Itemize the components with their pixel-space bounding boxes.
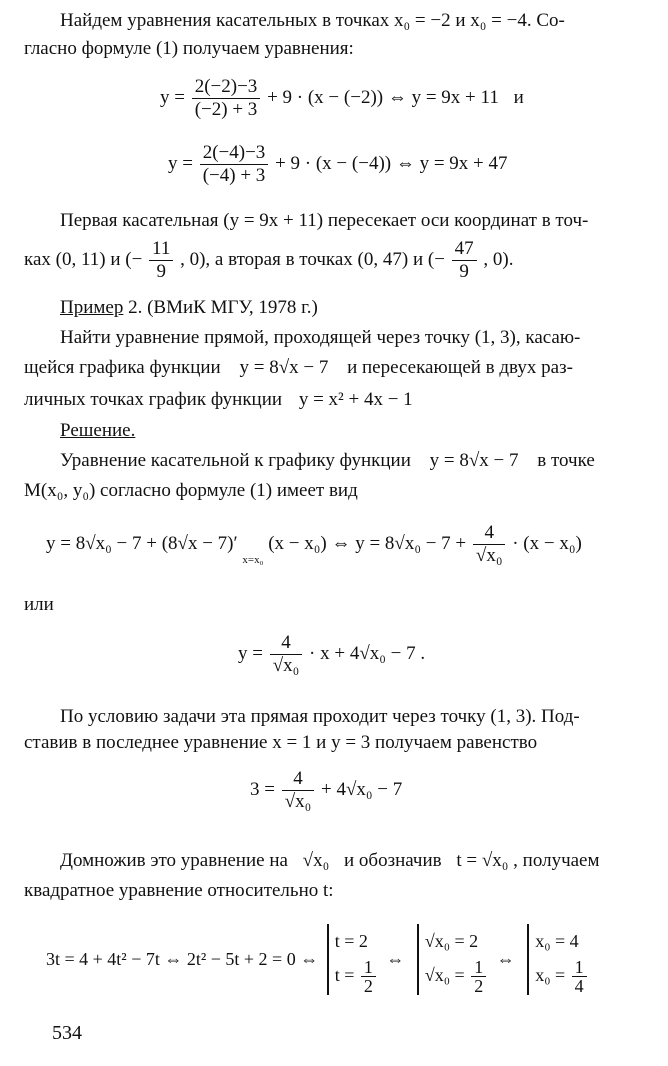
eq4-fraction <box>270 632 303 677</box>
paragraph-line: Найдем уравнения касательных в точках x₀ = −2 и x₀ = −4. Со- <box>60 10 565 31</box>
solution-heading <box>60 420 135 442</box>
fraction <box>471 958 486 995</box>
text-run: ках (0, 11) и (− <box>24 248 143 270</box>
equation-4 <box>238 632 425 677</box>
equation-5 <box>250 768 402 813</box>
paragraph-line <box>24 357 573 379</box>
eq1-numerator: 2(−2)−3 <box>192 76 261 99</box>
equation-3 <box>46 522 582 567</box>
eq4-lhs: y = <box>238 642 263 664</box>
iff-symbol: ⇔ <box>386 949 405 970</box>
eq3-fraction <box>473 522 506 567</box>
eq4-rhs: · x + 4√x₀ − 7 . <box>309 642 426 664</box>
example-label: Пример <box>60 297 124 318</box>
paragraph-line: гласно формуле (1) получаем уравнения: <box>24 38 354 59</box>
system-row <box>535 958 588 995</box>
numerator: 1 <box>361 958 376 977</box>
system-row: √x₀ = 2 <box>424 931 479 951</box>
numerator: 1 <box>471 958 486 977</box>
eq1-mid: + 9 · (x − (−2)) ⇔ y = 9x + 11 <box>267 86 499 108</box>
inline-formula: y = 8√x − 7 <box>429 450 519 471</box>
row-lhs: t = <box>334 965 355 985</box>
eq1-lhs: y = <box>160 86 185 108</box>
paragraph-line <box>24 389 413 411</box>
fraction-11-9 <box>149 238 173 283</box>
paragraph-line-with-fractions <box>24 238 513 283</box>
text-run: Уравнение касательной к графику функции <box>60 450 411 471</box>
text-run: личных точках график функции <box>24 389 283 410</box>
inline-formula: y = x² + 4x − 1 <box>298 389 413 410</box>
eq2-mid: + 9 · (x − (−4)) ⇔ y = 9x + 47 <box>275 152 508 174</box>
eq6-main: 3t = 4 + 4t² − 7t ⇔ 2t² − 5t + 2 = 0 ⇔ <box>46 949 319 970</box>
fraction <box>572 958 587 995</box>
equation-6 <box>46 924 589 995</box>
eq5-rhs: + 4√x₀ − 7 <box>321 778 403 800</box>
paragraph-line: Первая касательная (y = 9x + 11) пересекает оси координат в точ- <box>60 210 589 231</box>
page-number: 534 <box>52 1022 82 1044</box>
text-run: , 0), а вторая в точках (0, 47) и (− <box>180 248 445 270</box>
example-heading <box>60 297 318 319</box>
system-2 <box>417 924 488 995</box>
eq1-tail: и <box>513 86 524 108</box>
text-run: , получаем <box>513 850 600 871</box>
denominator: √x₀ <box>284 791 312 812</box>
numerator: 4 <box>270 632 303 655</box>
eq5-lhs: 3 = <box>250 778 275 800</box>
paragraph-line: Найти уравнение прямой, проходящей через точку (1, 3), касаю- <box>60 327 581 348</box>
system-row: x₀ = 4 <box>535 931 579 951</box>
paragraph-line: По условию задачи эта прямая проходит через точку (1, 3). Под- <box>60 706 580 727</box>
paragraph-line: M(x₀, y₀) согласно формуле (1) имеет вид <box>24 480 358 501</box>
paragraph-line: ставив в последнее уравнение x = 1 и y = 3 получаем равенство <box>24 732 538 753</box>
system-3 <box>527 924 588 995</box>
denominator: √x₀ <box>272 655 300 676</box>
denominator: √x₀ <box>475 545 503 566</box>
eq3-right: · (x − x₀) <box>512 532 582 554</box>
inline-formula: t = √x₀ <box>456 850 509 871</box>
solution-label: Решение. <box>60 420 136 441</box>
fraction <box>361 958 376 995</box>
row-lhs: √x₀ = <box>424 965 465 985</box>
text-run: и обозначив <box>343 850 442 871</box>
denominator: 2 <box>474 976 484 997</box>
paragraph-line: квадратное уравнение относительно t: <box>24 880 334 901</box>
system-row: t = 2 <box>334 931 368 951</box>
denominator: 9 <box>459 261 469 282</box>
equation-2 <box>168 142 508 187</box>
eq2-fraction <box>200 142 269 187</box>
text-run: Домножив это уравнение на <box>60 850 288 871</box>
eq1-fraction <box>192 76 261 121</box>
eq3-subscript: x=x₀ <box>242 553 264 566</box>
eq2-numerator: 2(−4)−3 <box>200 142 269 165</box>
equation-1 <box>160 76 524 121</box>
text-run: щейся графика функции <box>24 357 221 378</box>
numerator: 1 <box>572 958 587 977</box>
text-run: и пересекающей в двух раз- <box>347 357 573 378</box>
eq5-fraction <box>282 768 315 813</box>
example-source: 2. (ВМиК МГУ, 1978 г.) <box>123 297 318 318</box>
iff-symbol: ⇔ <box>496 949 515 970</box>
numerator: 4 <box>473 522 506 545</box>
eq3-mid: (x − x₀) ⇔ y = 8√x₀ − 7 + <box>268 532 467 554</box>
eq1-denominator: (−2) + 3 <box>194 99 258 120</box>
paragraph-line <box>60 450 595 472</box>
denominator: 9 <box>156 261 166 282</box>
system-row <box>335 958 378 995</box>
system-row <box>425 958 488 995</box>
eq2-lhs: y = <box>168 152 193 174</box>
inline-formula: y = 8√x − 7 <box>239 357 329 378</box>
paragraph-line <box>60 850 600 872</box>
connector-word: или <box>24 594 54 615</box>
numerator: 11 <box>149 238 173 261</box>
eq3-left: y = 8√x₀ − 7 + (8√x − 7)′ <box>46 532 238 554</box>
row-lhs: x₀ = <box>535 965 566 985</box>
denominator: 2 <box>363 976 373 997</box>
numerator: 4 <box>282 768 315 791</box>
text-run: в точке <box>537 450 595 471</box>
eq2-denominator: (−4) + 3 <box>202 165 266 186</box>
text-run: , 0). <box>483 248 514 270</box>
denominator: 4 <box>574 976 584 997</box>
numerator: 47 <box>452 238 477 261</box>
inline-formula: √x₀ <box>302 850 330 871</box>
fraction-47-9 <box>452 238 477 283</box>
system-1 <box>327 924 378 995</box>
